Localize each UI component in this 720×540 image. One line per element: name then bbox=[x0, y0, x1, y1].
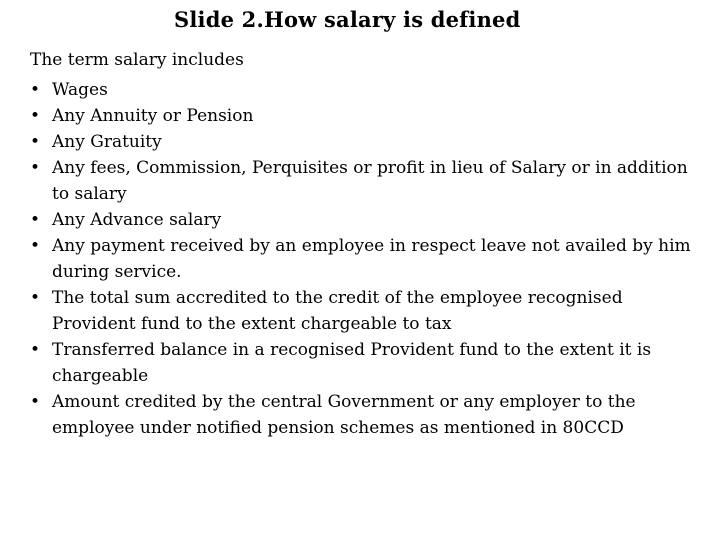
list-item-text: Any Annuity or Pension bbox=[52, 106, 254, 126]
list-item bbox=[30, 155, 710, 207]
bullet-icon: • bbox=[30, 210, 41, 230]
list-item bbox=[30, 129, 710, 155]
list-item bbox=[30, 389, 710, 441]
list-item bbox=[30, 207, 710, 233]
list-item-text: Any Gratuity bbox=[52, 132, 162, 152]
bullet-icon: • bbox=[30, 236, 41, 256]
list-item-text: Wages bbox=[52, 80, 108, 100]
list-item-text: Any Advance salary bbox=[52, 210, 222, 230]
bullet-icon: • bbox=[30, 158, 41, 178]
list-item-text: Any payment received by an employee in respect leave not availed by him during service. bbox=[52, 236, 691, 282]
list-item bbox=[30, 103, 710, 129]
list-item bbox=[30, 77, 710, 103]
list-item bbox=[30, 337, 710, 389]
intro-text: The term salary includes bbox=[30, 50, 244, 70]
bullet-icon: • bbox=[30, 106, 41, 126]
list-item-text: Amount credited by the central Government or any employer to the employee under notified pension schemes as mentioned in 80CCD bbox=[52, 392, 636, 438]
bullet-icon: • bbox=[30, 80, 41, 100]
list-item-text: Any fees, Commission, Perquisites or profit in lieu of Salary or in addition to salary bbox=[52, 158, 688, 204]
bullet-icon: • bbox=[30, 340, 41, 360]
list-item bbox=[30, 233, 710, 285]
bullet-icon: • bbox=[30, 288, 41, 308]
list-item-text: Transferred balance in a recognised Provident fund to the extent it is chargeable bbox=[52, 340, 652, 386]
bullet-icon: • bbox=[30, 392, 41, 412]
salary-components-list bbox=[30, 77, 710, 441]
slide-title: Slide 2.How salary is defined bbox=[174, 7, 521, 32]
bullet-icon: • bbox=[30, 132, 41, 152]
list-item bbox=[30, 285, 710, 337]
list-item-text: The total sum accredited to the credit of the employee recognised Provident fund to the extent chargeable to tax bbox=[52, 288, 623, 334]
